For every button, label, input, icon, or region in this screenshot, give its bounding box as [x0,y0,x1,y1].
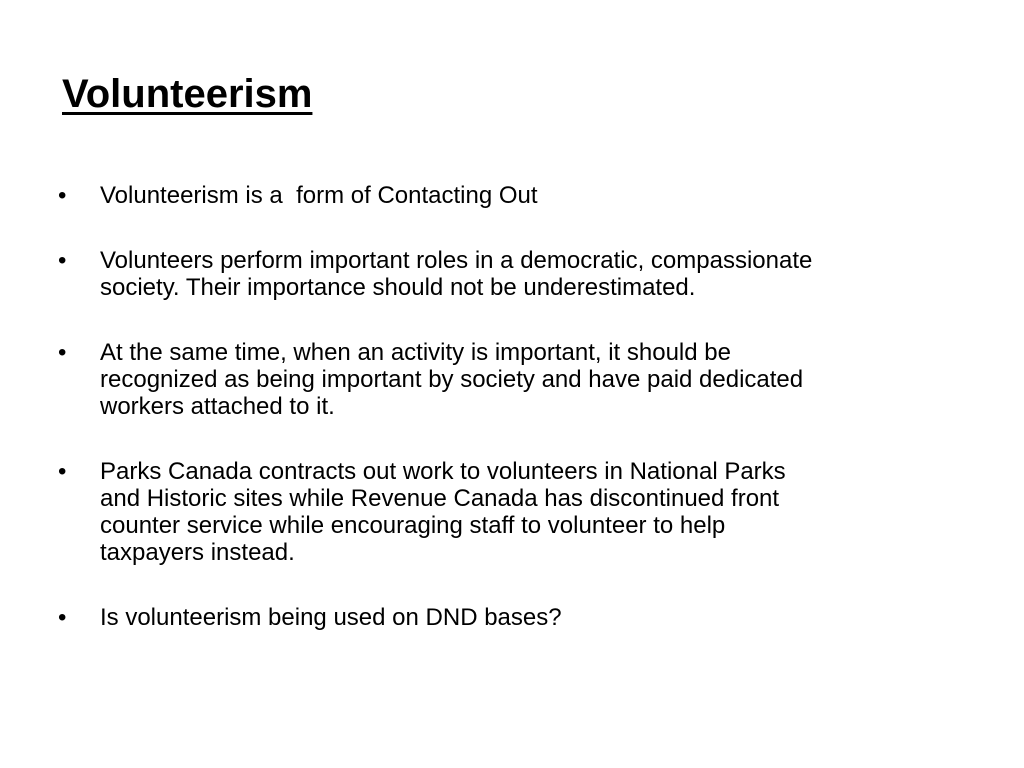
bullet-dot-icon: • [58,458,67,485]
bullet-dot-icon: • [58,247,67,274]
bullet-text: Volunteerism is a form of Contacting Out [100,182,538,209]
bullet-dot-icon: • [58,182,67,209]
bullet-text: At the same time, when an activity is important, it should be recognized as being important by society and have paid dedicated workers attached to it. [100,339,804,420]
bullet-item [56,182,976,209]
bullet-dot-icon: • [58,604,67,631]
bullet-item [56,604,976,631]
bullet-item [56,458,976,566]
bullet-item [56,339,976,420]
bullet-text: Parks Canada contracts out work to volunteers in National Parks and Historic sites while Revenue Canada has discontinued front counter service while encouraging staff to volunteer to help taxpayers instead. [100,458,786,566]
slide-title: Volunteerism [62,72,313,116]
bullet-item [56,247,976,301]
bullet-text: Is volunteerism being used on DND bases? [100,604,562,631]
bullet-text: Volunteers perform important roles in a democratic, compassionate society. Their importance should not be underestimated. [100,247,813,301]
bullet-list [56,182,976,669]
bullet-dot-icon: • [58,339,67,366]
